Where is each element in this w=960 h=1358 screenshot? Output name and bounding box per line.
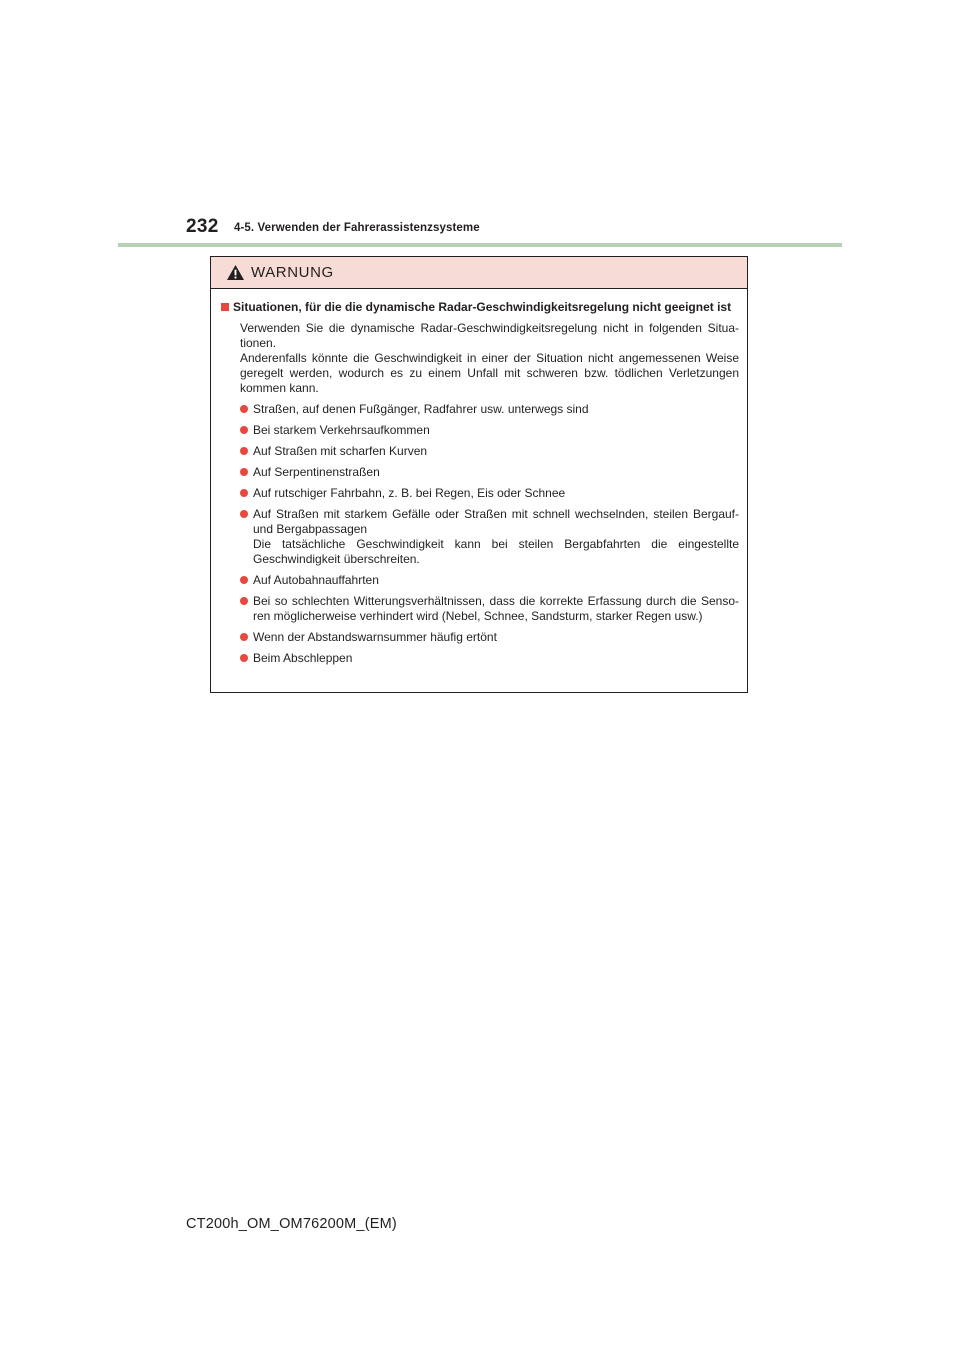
bullet-dot-icon [240, 576, 248, 584]
list-item [240, 651, 739, 666]
list-item [240, 594, 739, 624]
bullet-dot-icon [240, 426, 248, 434]
item-heading-text: Situationen, für die die dynamische Radar-Geschwindigkeitsregelung nicht geeignet ist [233, 300, 732, 314]
bullet-dot-icon [240, 597, 248, 605]
bullet-dot-icon [240, 654, 248, 662]
situation-list [221, 402, 739, 666]
bullet-dot-icon [240, 489, 248, 497]
square-bullet-icon [221, 303, 229, 311]
list-item-text: Auf rutschiger Fahrbahn, z. B. bei Regen, Eis oder Schnee [253, 486, 566, 500]
bullet-dot-icon [240, 447, 248, 455]
list-item-text: Bei so schlechten Witterungsverhältnissen, dass die korrekte Erfassung durch die Senso-ren möglicherweise verhindert wird (Nebel, Schnee, Sandsturm, starker Regen usw.) [253, 594, 739, 623]
list-item-note-text: Die tatsächliche Geschwindigkeit kann bei steilen Bergabfahrten die eingestellte Geschwindigkeit überschreiten. [253, 537, 739, 566]
warning-header [211, 257, 747, 289]
warning-body [211, 289, 747, 666]
warning-label: WARNUNG [251, 264, 334, 281]
list-item-text: Beim Abschleppen [253, 651, 353, 665]
item-heading [221, 300, 739, 315]
bullet-dot-icon [240, 405, 248, 413]
intro-paragraph [240, 321, 739, 396]
bullet-dot-icon [240, 633, 248, 641]
intro-line-2: Anderenfalls könnte die Geschwindigkeit in einer der Situation nicht angemessenen Weise geregelt werden, wodurch es zu einem Unfall mit schweren bzw. tödlichen Verletzungen kommen kann. [240, 351, 739, 395]
bullet-dot-icon [240, 510, 248, 518]
header-rule [118, 243, 842, 247]
list-item [240, 573, 739, 588]
list-item [240, 486, 739, 501]
document-code: CT200h_OM_OM76200M_(EM) [186, 1216, 397, 1232]
warning-triangle-icon [226, 264, 245, 281]
list-item [240, 423, 739, 438]
list-item-text: Auf Straßen mit scharfen Kurven [253, 444, 428, 458]
list-item-main-text: Auf Straßen mit starkem Gefälle oder Straßen mit schnell wechselnden, steilen Bergauf- und Bergabpassagen [253, 507, 739, 536]
intro-line-1: Verwenden Sie die dynamische Radar-Geschwindigkeitsregelung nicht in folgenden Situa-tionen. [240, 321, 739, 350]
list-item-text: Bei starkem Verkehrsaufkommen [253, 423, 430, 437]
list-item-text: Auf Serpentinenstraßen [253, 465, 380, 479]
list-item-text: Straßen, auf denen Fußgänger, Radfahrer usw. unterwegs sind [253, 402, 589, 416]
list-item-text: Auf Autobahnauffahrten [253, 573, 379, 587]
list-item [240, 444, 739, 459]
list-item-text: Wenn der Abstandswarnsummer häufig ertönt [253, 630, 497, 644]
list-item-text-with-note [253, 507, 739, 567]
list-item [240, 507, 739, 567]
page-number: 232 [186, 216, 219, 237]
warning-box [210, 256, 748, 693]
section-title: 4-5. Verwenden der Fahrerassistenzsysteme [234, 222, 480, 234]
bullet-dot-icon [240, 468, 248, 476]
list-item [240, 402, 739, 417]
list-item [240, 630, 739, 645]
list-item [240, 465, 739, 480]
